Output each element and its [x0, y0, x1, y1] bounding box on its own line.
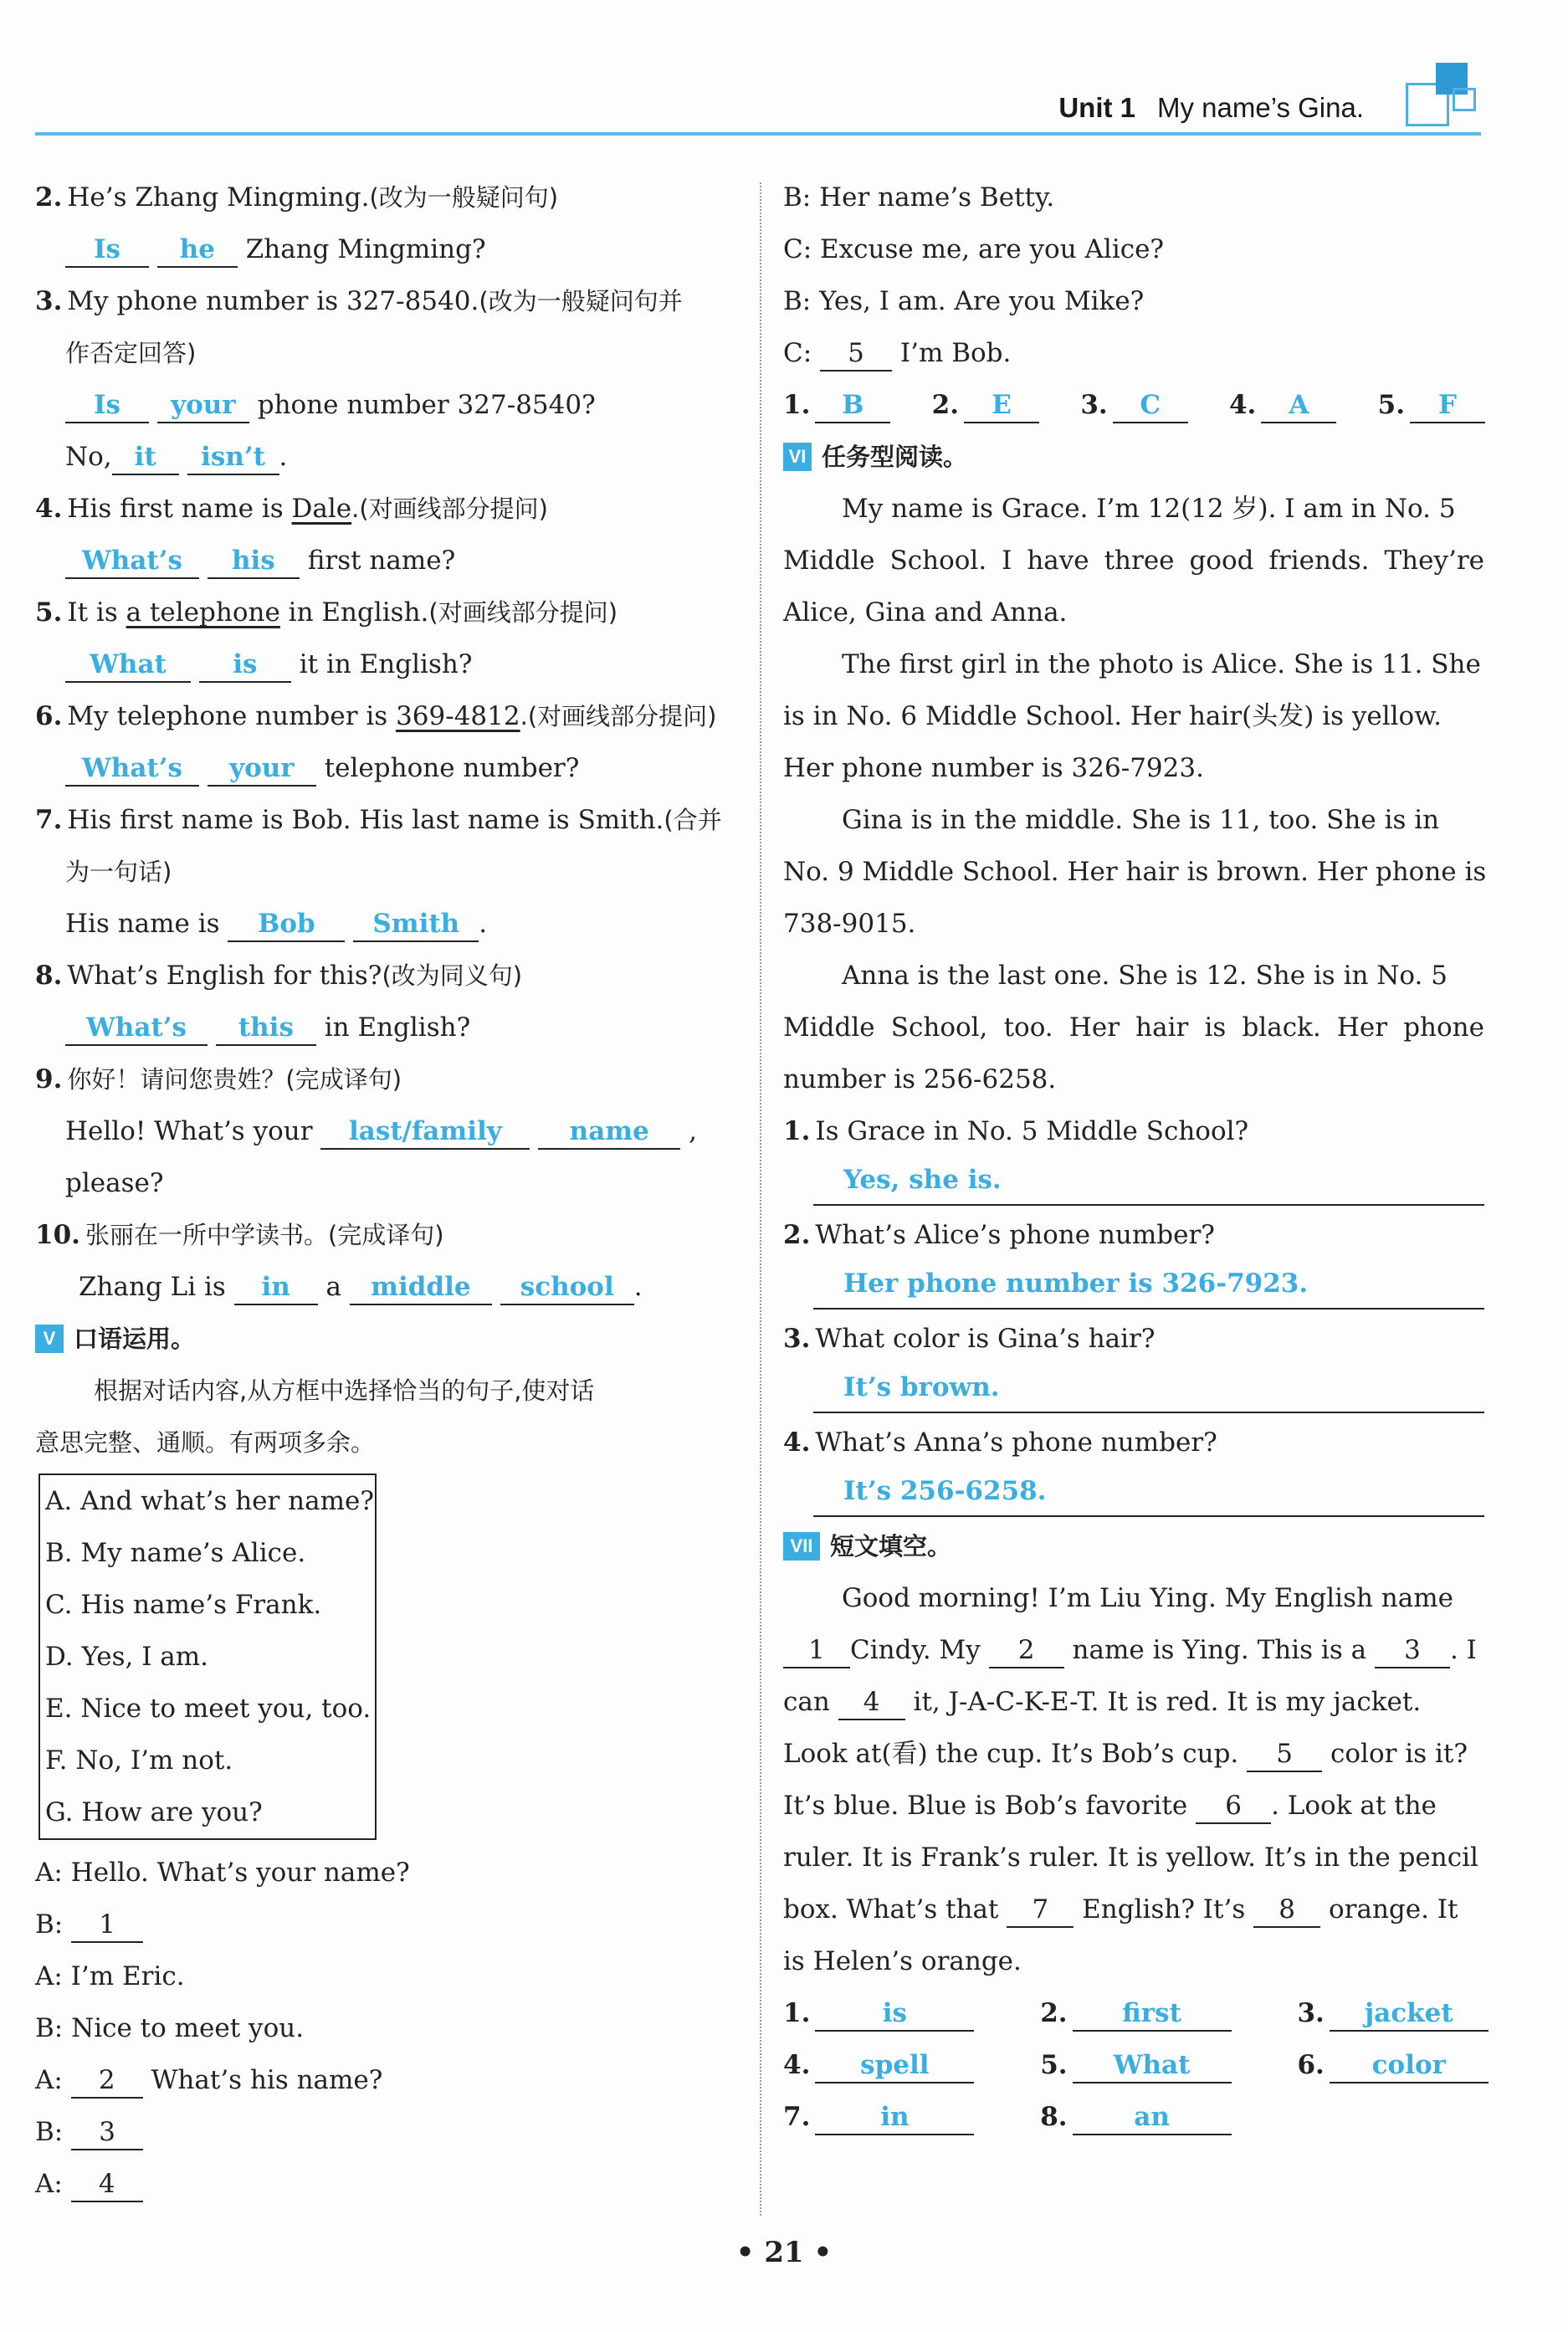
dialog-line: A: 4 — [35, 2158, 740, 2210]
cloze-answers-row-3: 7. in 8. an — [783, 2091, 1484, 2143]
reading-answer-3: It’s brown. — [783, 1365, 1484, 1417]
unit-title: Unit 1 My name’s Gina. — [1058, 92, 1364, 123]
question-7: 7. His first name is Bob. His last name is Smith.(合并 — [35, 805, 722, 835]
answer-6: What’s your telephone number? — [35, 742, 740, 794]
section-5-intro-2: 意思完整、通顺。有两项多余。 — [35, 1428, 376, 1457]
cloze-line: 1 Cindy. My 2 name is Ying. This is a 3 . I — [783, 1624, 1484, 1676]
question-3-hint: 作否定回答) — [65, 339, 197, 367]
column-divider — [760, 182, 761, 2216]
reading-line: My name is Grace. I’m 12(12 岁). I am in No. 5 — [842, 494, 1456, 524]
question-9: 9. 你好！请问您贵姓？(完成译句) — [35, 1064, 402, 1094]
reading-question-1: 1. Is Grace in No. 5 Middle School? — [783, 1116, 1249, 1146]
answer-9: Hello! What’s your last/family name , — [35, 1105, 740, 1157]
left-column — [35, 172, 740, 2210]
reading-answer-4: It’s 256-6258. — [783, 1468, 1484, 1520]
dialog-line: A: Hello. What’s your name? — [35, 1858, 410, 1888]
reading-question-4: 4. What’s Anna’s phone number? — [783, 1427, 1217, 1458]
option-d: D. Yes, I am. — [45, 1642, 209, 1672]
option-c: C. His name’s Frank. — [45, 1590, 322, 1620]
question-8: 8. What’s English for this?(改为同义句) — [35, 961, 523, 991]
section-5-heading: V 口语运用。 — [35, 1313, 740, 1365]
reading-line: Middle School. I have three good friends. They’re — [783, 546, 1484, 576]
answer-2: Is he Zhang Mingming? — [35, 223, 740, 275]
cloze-line: It’s blue. Blue is Bob’s favorite 6 . Look at the — [783, 1780, 1484, 1832]
cloze-line: can 4 it, J-A-C-K-E-T. It is red. It is my jacket. — [783, 1676, 1484, 1728]
dialog-line: A: I’m Eric. — [35, 1961, 185, 1991]
reading-line: Anna is the last one. She is 12. She is in No. 5 — [842, 961, 1448, 991]
question-4: 4. His first name is Dale.(对画线部分提问) — [35, 494, 548, 524]
dialog-line: B: Her name’s Betty. — [783, 182, 1055, 213]
reading-line: The first girl in the photo is Alice. She is 11. She — [842, 649, 1481, 679]
answer-8: What’s this in English? — [35, 1002, 740, 1053]
reading-answer-1: Yes, she is. — [783, 1157, 1484, 1209]
reading-line: number is 256-6258. — [783, 1064, 1057, 1094]
reading-question-2: 2. What’s Alice’s phone number? — [783, 1220, 1215, 1250]
answer-4: What’s his first name? — [35, 535, 740, 587]
answer-9b: please? — [65, 1168, 164, 1198]
option-e: E. Nice to meet you, too. — [45, 1694, 372, 1724]
right-column — [783, 172, 1487, 2143]
section-5-intro: 根据对话内容,从方框中选择恰当的句子,使对话 — [94, 1376, 595, 1405]
section-6-heading: VI 任务型阅读。 — [783, 431, 1484, 483]
dialog-line: B: 1 — [35, 1899, 740, 1950]
answer-5: What is it in English? — [35, 638, 740, 690]
reading-answer-2: Her phone number is 326-7923. — [783, 1261, 1484, 1313]
question-5: 5. It is a telephone in English.(对画线部分提问) — [35, 597, 618, 628]
options-box — [38, 1474, 377, 1840]
question-2: 2. He’s Zhang Mingming.(改为一般疑问句) — [35, 182, 559, 213]
cloze-line: box. What’s that 7 English? It’s 8 orange. It — [783, 1884, 1484, 1935]
dialog-line: B: 3 — [35, 2106, 740, 2158]
page-number: • 21 • — [735, 2236, 833, 2269]
reading-line: Her phone number is 326-7923. — [783, 753, 1204, 783]
page-header — [35, 89, 1481, 139]
dialog-line: C: Excuse me, are you Alice? — [783, 234, 1165, 264]
reading-line: Middle School, too. Her hair is black. Her phone — [783, 1012, 1484, 1043]
question-3: 3. My phone number is 327-8540.(改为一般疑问句并 — [35, 286, 683, 316]
reading-line: 738-9015. — [783, 909, 916, 939]
reading-line: Alice, Gina and Anna. — [783, 597, 1068, 628]
dialog-line: A: 2 What’s his name? — [35, 2054, 740, 2106]
cloze-line: Good morning! I’m Liu Ying. My English name — [842, 1583, 1453, 1613]
cloze-line: Look at(看) the cup. It’s Bob’s cup. 5 color is it? — [783, 1728, 1484, 1780]
question-7-hint: 为一句话) — [65, 858, 172, 886]
option-f: F. No, I’m not. — [45, 1745, 233, 1776]
answer-3b: No, it isn’t . — [35, 431, 740, 483]
reading-line: No. 9 Middle School. Her hair is brown. Her phone is — [783, 857, 1487, 887]
cloze-line: ruler. It is Frank’s ruler. It is yellow. It’s in the pencil — [783, 1843, 1478, 1873]
question-6: 6. My telephone number is 369-4812.(对画线部分提问) — [35, 701, 717, 731]
dialog-line: C: 5 I’m Bob. — [783, 327, 1484, 379]
unit-logo-icon — [1406, 63, 1481, 130]
reading-line: is in No. 6 Middle School. Her hair(头发) is yellow. — [783, 701, 1442, 731]
section-5-answers: 1. B 2. E 3. C 4. A 5. F — [783, 379, 1484, 431]
answer-7: His name is Bob Smith . — [35, 898, 740, 950]
dialog-line: B: Nice to meet you. — [35, 2013, 305, 2043]
answer-3: Is your phone number 327-8540? — [35, 379, 740, 431]
option-g: G. How are you? — [45, 1797, 263, 1827]
option-b: B. My name’s Alice. — [45, 1538, 306, 1568]
reading-question-3: 3. What color is Gina’s hair? — [783, 1324, 1156, 1354]
question-10: 10. 张丽在一所中学读书。(完成译句) — [35, 1220, 444, 1250]
reading-line: Gina is in the middle. She is 11, too. She is in — [842, 805, 1440, 835]
cloze-answers-row-1: 1. is 2. first 3. jacket — [783, 1987, 1484, 2039]
header-rule — [35, 132, 1481, 136]
cloze-line: is Helen’s orange. — [783, 1946, 1022, 1976]
answer-10: Zhang Li is in a middle school . — [35, 1261, 740, 1313]
option-a: A. And what’s her name? — [45, 1486, 374, 1516]
dialog-line: B: Yes, I am. Are you Mike? — [783, 286, 1145, 316]
cloze-answers-row-2: 4. spell 5. What 6. color — [783, 2039, 1484, 2091]
section-7-heading: VII 短文填空。 — [783, 1520, 1484, 1572]
